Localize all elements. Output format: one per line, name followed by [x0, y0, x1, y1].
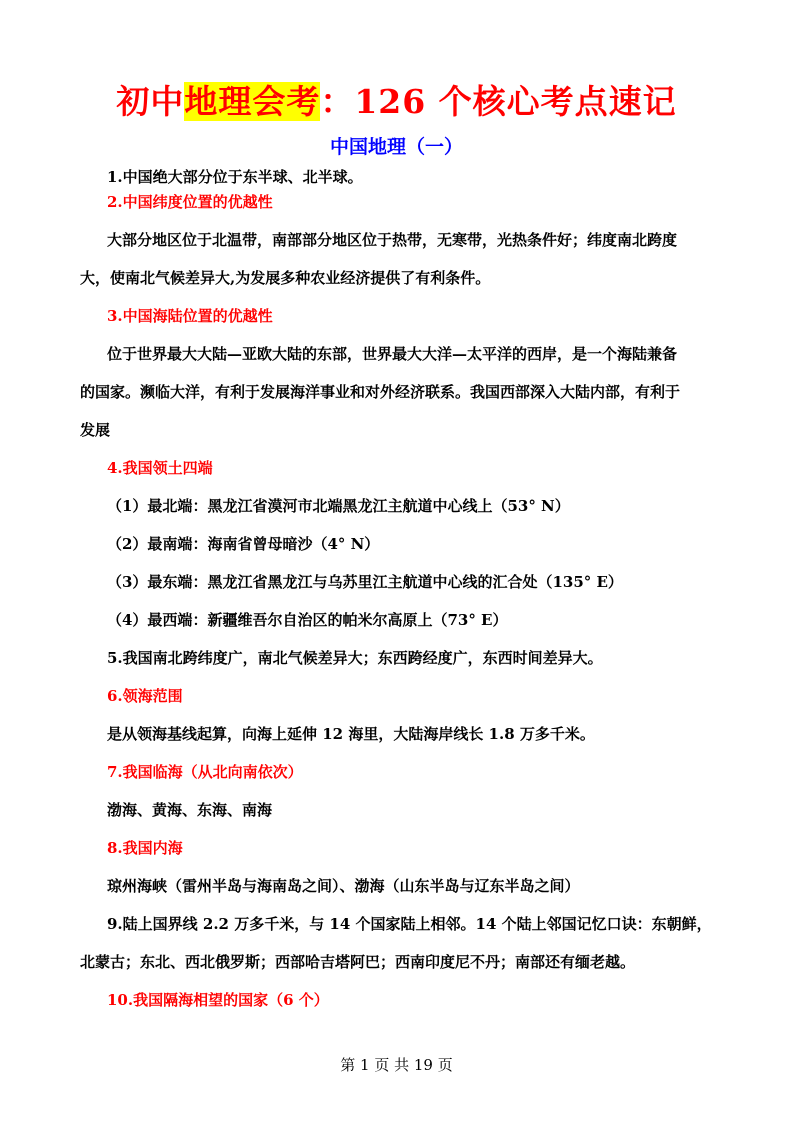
point-3-line-3: 发展: [80, 421, 111, 439]
title-suffix: ：126 个核心考点速记: [320, 82, 677, 121]
section-subtitle: 中国地理（一）: [329, 136, 463, 158]
point-3-line-2: 的国家。濒临大洋，有利于发展海洋事业和对外经济联系。我国西部深入大陆内部，有利于: [80, 383, 681, 401]
point-9-line-2: 北蒙古；东北、西北俄罗斯；西部哈吉塔阿巴；西南印度尼不丹；南部还有缅老越。: [80, 953, 636, 971]
title-highlight: 地理会考: [184, 82, 321, 121]
heading-6: 6.领海范围: [107, 687, 183, 705]
point-4-east: （3）最东端：黑龙江省黑龙江与乌苏里江主航道中心线的汇合处（135° E）: [107, 573, 623, 591]
page-number: 第 1 页 共 19 页: [340, 1056, 453, 1074]
point-4-west: （4）最西端：新疆维吾尔自治区的帕米尔高原上（73° E）: [107, 611, 508, 629]
point-5: 5.我国南北跨纬度广，南北气候差异大；东西跨经度广，东西时间差异大。: [107, 649, 603, 667]
point-3-line-1: 位于世界最大大陆—亚欧大陆的东部，世界最大大洋—太平洋的西岸，是一个海陆兼备: [107, 345, 678, 363]
heading-10: 10.我国隔海相望的国家（6 个）: [107, 991, 329, 1009]
point-1: 1.中国绝大部分位于东半球、北半球。: [107, 168, 363, 186]
point-2-line-1: 大部分地区位于北温带，南部部分地区位于热带，无寒带，光热条件好；纬度南北跨度: [107, 231, 678, 249]
point-9-line-1: 9.陆上国界线 2.2 万多千米，与 14 个国家陆上相邻。14 个陆上邻国记忆口诀：东朝鲜，: [107, 915, 712, 933]
heading-3: 3.中国海陆位置的优越性: [107, 307, 273, 325]
point-4-south: （2）最南端：海南省曾母暗沙（4° N）: [107, 535, 380, 553]
heading-7: 7.我国临海（从北向南依次）: [107, 763, 303, 781]
heading-8: 8.我国内海: [107, 839, 183, 857]
point-2-line-2: 大，使南北气候差异大,为发展多种农业经济提供了有利条件。: [80, 269, 491, 287]
heading-2: 2.中国纬度位置的优越性: [107, 193, 273, 211]
point-8: 琼州海峡（雷州半岛与海南岛之间）、渤海（山东半岛与辽东半岛之间）: [107, 877, 580, 895]
point-7: 渤海、黄海、东海、南海: [107, 801, 273, 819]
point-4-north: （1）最北端：黑龙江省漠河市北端黑龙江主航道中心线上（53° N）: [107, 497, 570, 515]
heading-4: 4.我国领土四端: [107, 459, 213, 477]
page-title: [0, 78, 793, 126]
title-prefix: 初中: [116, 82, 185, 121]
point-6: 是从领海基线起算，向海上延伸 12 海里，大陆海岸线长 1.8 万多千米。: [107, 725, 595, 743]
